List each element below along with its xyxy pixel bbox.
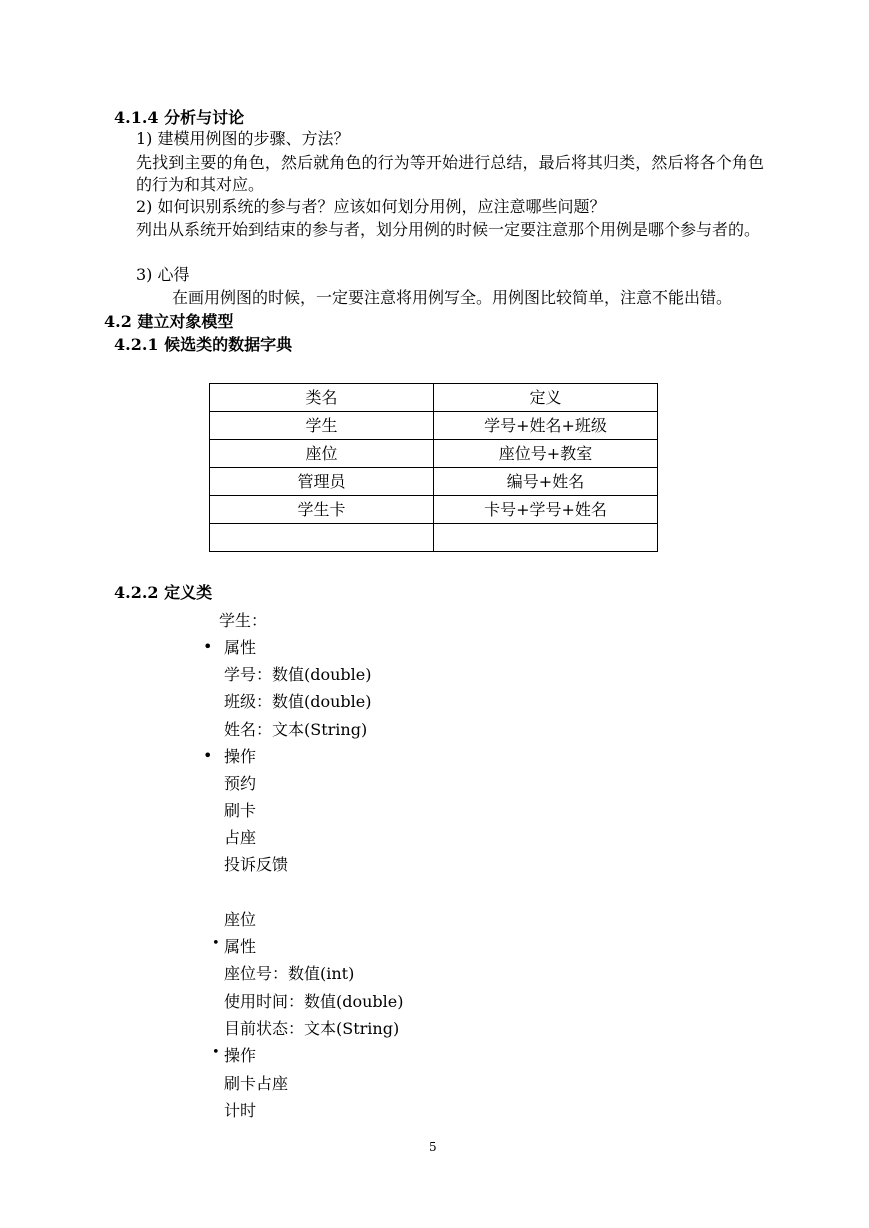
seat-attribute: 目前状态：文本(String) — [224, 1019, 400, 1038]
table-cell — [434, 524, 658, 552]
seat-attribute: 使用时间：数值(double) — [224, 992, 404, 1011]
seat-attributes-label: 属性 — [224, 937, 257, 956]
student-operations-label: 操作 — [224, 747, 257, 766]
table-cell: 学号+姓名+班级 — [434, 412, 658, 440]
section-heading-4-2-1: 4.2.1 候选类的数据字典 — [114, 335, 293, 354]
answer-2: 列出从系统开始到结束的参与者，划分用例的时候一定要注意那个用例是哪个参与者的。 — [136, 220, 761, 239]
question-2: 2) 如何识别系统的参与者？应该如何划分用例，应注意哪些问题？ — [136, 197, 606, 216]
section-heading-4-2-2: 4.2.2 定义类 — [114, 583, 213, 602]
answer-3: 在画用例图的时候，一定要注意将用例写全。用例图比较简单，注意不能出错。 — [172, 288, 733, 307]
seat-operation: 刷卡占座 — [224, 1074, 289, 1093]
table-cell: 学生 — [210, 412, 434, 440]
table-cell: 编号+姓名 — [434, 468, 658, 496]
table-cell — [210, 524, 434, 552]
seat-operations-label: 操作 — [224, 1046, 257, 1065]
table-cell: 座位号+教室 — [434, 440, 658, 468]
header-cell-class-name: 类名 — [210, 384, 434, 412]
question-3: 3) 心得 — [136, 265, 190, 284]
bullet-icon: • — [203, 637, 213, 656]
table-row — [210, 412, 658, 440]
student-operation: 占座 — [224, 828, 257, 847]
header-cell-definition: 定义 — [434, 384, 658, 412]
table-cell: 卡号+学号+姓名 — [434, 496, 658, 524]
student-attribute: 班级：数值(double) — [224, 692, 372, 711]
student-attributes-label: 属性 — [224, 638, 257, 657]
seat-operation: 计时 — [224, 1101, 257, 1120]
student-operation: 投诉反馈 — [224, 855, 289, 874]
section-heading-4-1-4: 4.1.4 分析与讨论 — [114, 108, 245, 127]
student-attribute: 学号：数值(double) — [224, 665, 372, 684]
student-operation: 刷卡 — [224, 801, 257, 820]
student-operation: 预约 — [224, 774, 257, 793]
student-attribute: 姓名：文本(String) — [224, 720, 368, 739]
table-cell: 座位 — [210, 440, 434, 468]
question-1: 1) 建模用例图的步骤、方法？ — [136, 129, 350, 148]
table-row — [210, 524, 658, 552]
table-row — [210, 440, 658, 468]
table-cell: 学生卡 — [210, 496, 434, 524]
bullet-icon: • — [203, 746, 213, 765]
page-number: 5 — [429, 1140, 437, 1154]
table-header-row — [210, 384, 658, 412]
answer-1: 先找到主要的角色，然后就角色的行为等开始进行总结，最后将其归类，然后将各个角色的行为和其对应。 — [136, 153, 764, 194]
bullet-icon: • — [212, 936, 220, 951]
bullet-icon: • — [212, 1045, 220, 1060]
table-row — [210, 496, 658, 524]
table-cell: 管理员 — [210, 468, 434, 496]
class-title-student: 学生： — [219, 611, 268, 630]
class-title-seat: 座位 — [224, 910, 257, 929]
table-row — [210, 468, 658, 496]
seat-attribute: 座位号：数值(int) — [224, 964, 355, 983]
section-heading-4-2: 4.2 建立对象模型 — [104, 312, 234, 331]
data-dictionary-table — [209, 383, 658, 552]
